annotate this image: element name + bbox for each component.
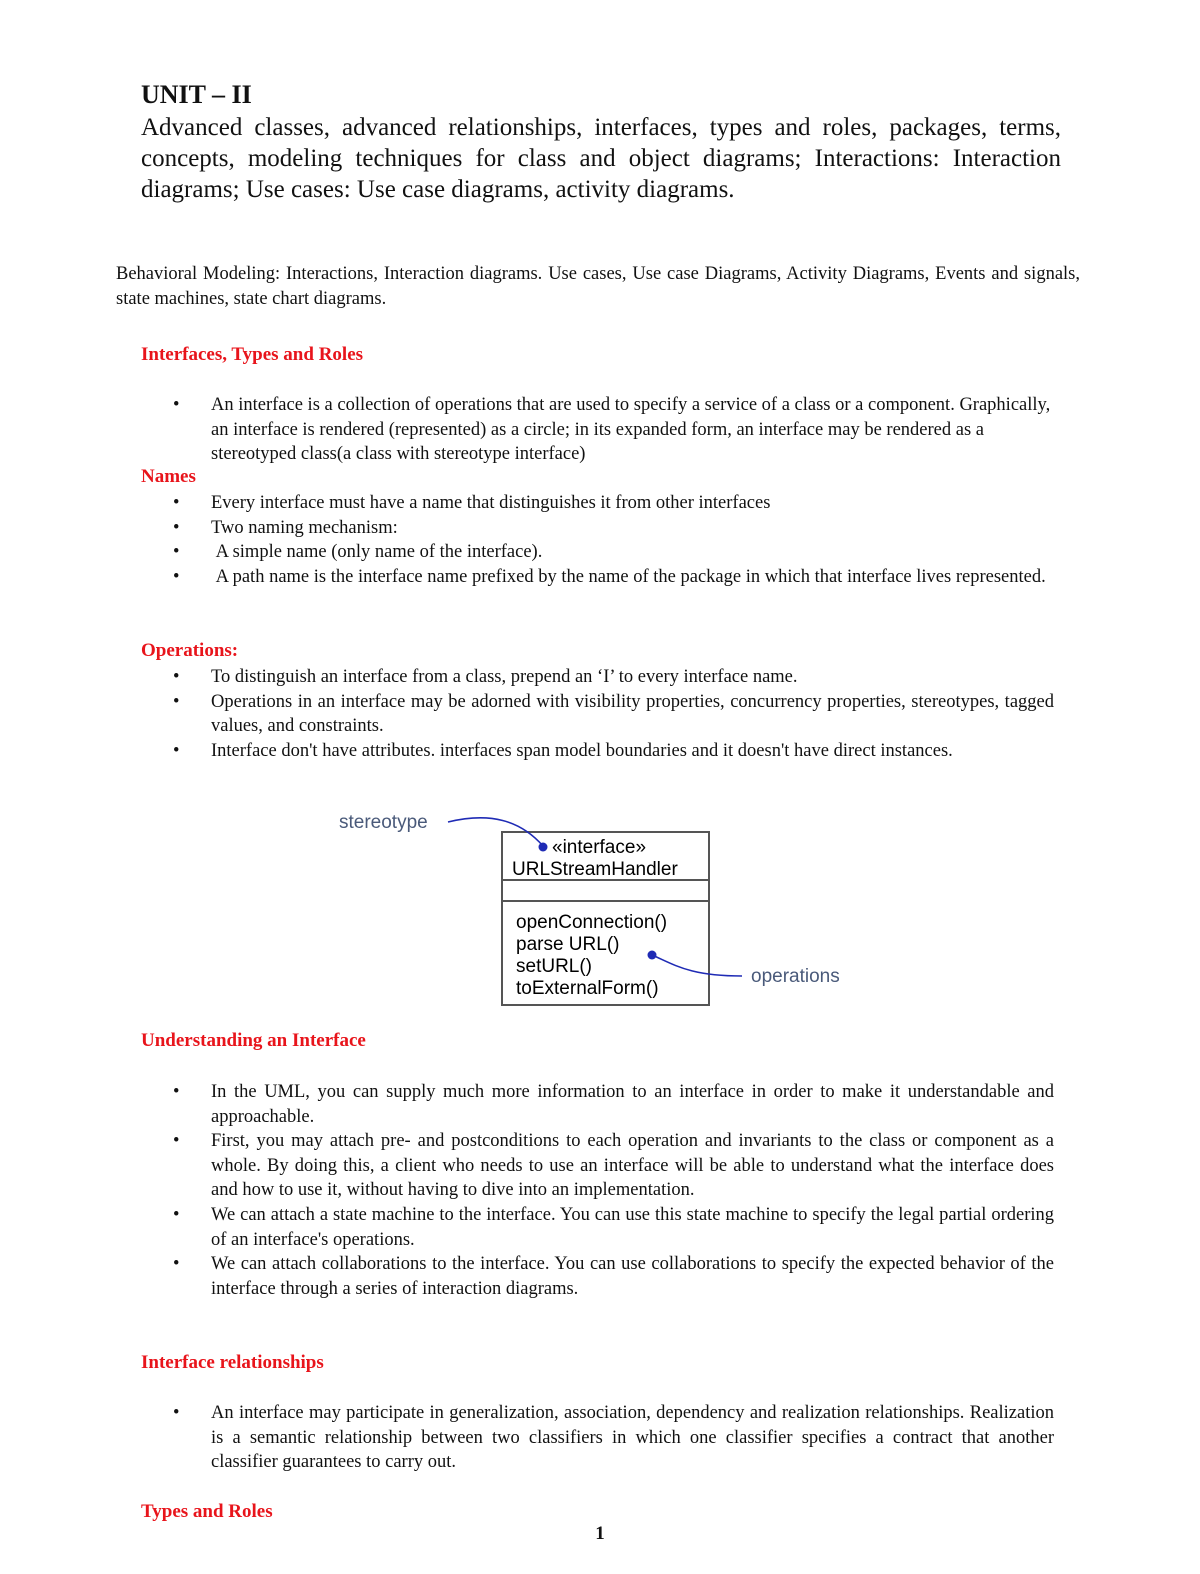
bullet-icon: • (173, 1403, 180, 1423)
list-item (170, 565, 1054, 590)
bullet-icon: • (173, 740, 180, 761)
bullet-icon: • (173, 566, 180, 587)
list-item (170, 491, 1054, 516)
operations-annotation-label: operations (751, 966, 840, 987)
interfaces-bullet-list (170, 393, 1054, 467)
page-number: 1 (595, 1523, 605, 1544)
bullet-text: A simple name (only name of the interface). (215, 542, 543, 563)
operation-item: openConnection() (516, 912, 668, 933)
heading-interface-relationships: Interface relationships (141, 1352, 324, 1373)
stereotype-anchor-icon (539, 843, 548, 852)
list-item (170, 516, 1054, 541)
operations-bullet-list (170, 665, 1054, 763)
list-item (170, 690, 1054, 739)
bullet-text: We can attach a state machine to the interface. You can use this state machine to specify the legal partial ordering of an interface's operations. (211, 1204, 1054, 1250)
bullet-text: First, you may attach pre- and postconditions to each operation and invariants to the class or component as a whole. By doing this, a client who needs to use an interface will be able to understand what the interface does and how to use it, without having to dive into an implementation. (211, 1131, 1054, 1201)
bullet-text: To distinguish an interface from a class, prepend an ‘I’ to every interface name. (211, 667, 798, 687)
bullet-icon: • (173, 542, 180, 563)
heading-operations: Operations: (141, 640, 239, 661)
bullet-text: An interface may participate in generalization, association, dependency and realization relationships. Realization is a semantic relationship between two classifiers in which one classifier specifies a contract that another classifier guarantees to carry out. (211, 1403, 1054, 1473)
bullet-text: An interface is a collection of operations that are used to specify a service of a class or a component. Graphically, an interface is rendered (represented) as a circle; in its expanded form, an interface may be rendered as a stereotyped class(a class with stereotype interface) (211, 395, 1051, 465)
behavioral-modeling-intro: Behavioral Modeling: Interactions, Interaction diagrams. Use cases, Use case Diagrams, Activity Diagrams, Events and signals, state machines, state chart diagrams. (116, 264, 1080, 309)
bullet-icon: • (173, 1204, 180, 1225)
relationships-bullet-list (170, 1401, 1054, 1475)
understanding-bullet-list (170, 1080, 1054, 1301)
list-item (170, 540, 1054, 565)
list-item (170, 739, 1054, 764)
list-item (170, 1080, 1054, 1129)
list-item (170, 393, 1054, 467)
bullet-text: A path name is the interface name prefixed by the name of the package in which that interface lives represented. (215, 566, 1046, 587)
unit-description: Advanced classes, advanced relationships, interfaces, types and roles, packages, terms, concepts, modeling techniques for class and object diagrams; Interactions: Interaction diagrams; Use cases: Use case diagrams, activity diagrams. (141, 114, 1061, 203)
operation-item: toExternalForm() (516, 978, 659, 999)
heading-types-roles: Types and Roles (141, 1501, 273, 1522)
list-item (170, 1401, 1054, 1475)
bullet-text: Two naming mechanism: (211, 517, 398, 538)
names-bullet-list (170, 491, 1054, 589)
stereotype-annotation-label: stereotype (339, 812, 428, 833)
bullet-text: We can attach collaborations to the interface. You can use collaborations to specify the expected behavior of the interface through a series of interaction diagrams. (211, 1254, 1054, 1299)
bullet-icon: • (173, 493, 180, 513)
unit-title: UNIT – II (141, 80, 252, 109)
heading-understanding-interface: Understanding an Interface (141, 1030, 366, 1051)
interface-class-name: URLStreamHandler (512, 859, 678, 880)
list-item (170, 1252, 1054, 1301)
bullet-icon: • (173, 1131, 180, 1152)
list-item (170, 1129, 1054, 1203)
bullet-icon: • (173, 1254, 180, 1275)
bullet-icon: • (173, 667, 180, 687)
bullet-text: In the UML, you can supply much more information to an interface in order to make it understandable and approachable. (211, 1082, 1054, 1127)
uml-interface-diagram (330, 800, 870, 1015)
heading-interfaces-types-roles: Interfaces, Types and Roles (141, 344, 364, 365)
list-item (170, 1203, 1054, 1252)
bullet-text: Interface don't have attributes. interfaces span model boundaries and it doesn't have direct instances. (211, 740, 953, 761)
bullet-icon: • (173, 517, 180, 538)
bullet-icon: • (173, 691, 180, 712)
list-item (170, 665, 1054, 690)
bullet-icon: • (173, 1082, 180, 1102)
bullet-icon: • (173, 395, 180, 415)
stereotype-text: «interface» (552, 837, 647, 858)
heading-names: Names (141, 466, 196, 487)
operation-item: setURL() (516, 956, 593, 977)
bullet-text: Every interface must have a name that distinguishes it from other interfaces (211, 493, 771, 513)
bullet-text: Operations in an interface may be adorned with visibility properties, concurrency properties, stereotypes, tagged values, and constraints. (211, 691, 1054, 737)
operation-item: parse URL() (516, 934, 620, 955)
